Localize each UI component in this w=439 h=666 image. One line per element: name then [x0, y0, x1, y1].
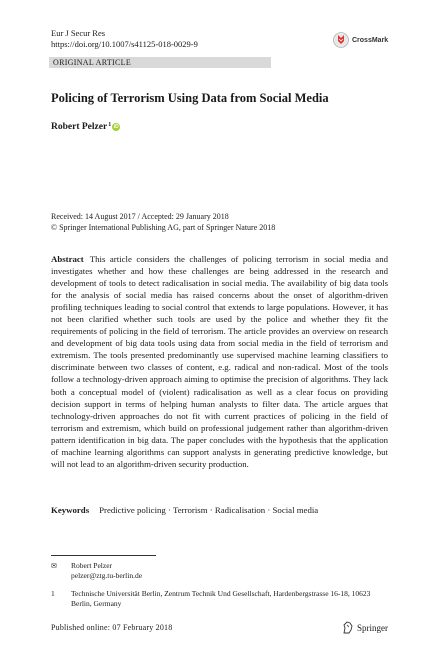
crossmark-icon: [333, 32, 349, 48]
author-line: [51, 122, 120, 132]
corr-name: Robert Pelzer: [71, 561, 113, 570]
article-type-band: ORIGINAL ARTICLE: [49, 57, 271, 68]
publication-dates: [51, 211, 275, 233]
abstract-section: [51, 253, 388, 470]
abstract-text: This article considers the challenges of policing terrorism in social media and investigates whether and how these challenges are being addressed in the research and development of tools to detect radicalisation in social media. The availability of big data tools for the analysis of social media has raised concerns about the onset of algorithm-driven profiling techniques leading to social control that extends to large populations. However, it has not been clarified whether such tools are used by the police and whether they fit the requirements of policing in the field of terrorism. The article provides an overview on research and development of big data tools using data from social media in the field of terrorism and extremism. The tools presented predominantly use supervised machine learning classifiers to discriminate between two classes of content, e.g. radical and non-radical. Most of the tools follow a technology-driven approach aiming to optimise the precision of algorithms. They lack both a conceptual model of (violent) radicalisation as well as a clear focus on providing decision support in terms of helping human analysts to filter data. The article argues that technology-driven approaches do not fit with current practices of policing in the field of terrorism and extremism, which build on professional judgement rather than algorithm-driven pattern identification in big data. The paper concludes with the hypothesis that the application of machine learning algorithms can support analysts in generating predictive knowledge, but will not lead to an algorithm-driven security production.: [51, 254, 388, 469]
envelope-icon: ✉: [51, 562, 57, 570]
publisher-name: Springer: [357, 622, 388, 633]
crossmark-badge[interactable]: [333, 30, 391, 50]
abstract-heading: Abstract: [51, 254, 84, 264]
author-name[interactable]: Robert Pelzer: [51, 122, 108, 132]
affiliation-text: Technische Universität Berlin, Zentrum Technik Und Gesellschaft, Hardenbergstrasse 16-18, 10623 Berlin, Germany: [71, 589, 371, 608]
crossmark-label: CrossMark: [352, 36, 389, 44]
journal-name: Eur J Secur Res: [51, 28, 106, 38]
published-online: Published online: 07 February 2018: [51, 623, 173, 632]
orcid-icon[interactable]: iD: [113, 124, 119, 130]
keywords-list: Predictive policing · Terrorism · Radicalisation · Social media: [99, 505, 319, 515]
doi-link[interactable]: https://doi.org/10.1007/s41125-018-0029-9: [51, 39, 198, 49]
footnote-rule: [51, 555, 156, 556]
keywords-heading: Keywords: [51, 505, 90, 515]
author-affiliation-sup: 1: [108, 122, 112, 128]
springer-logo: [342, 621, 388, 634]
correspondence: [51, 561, 142, 581]
corr-email[interactable]: pelzer@ztg.tu-berlin.de: [71, 571, 143, 580]
article-title: Policing of Terrorism Using Data from Social Media: [51, 91, 329, 105]
journal-header: [51, 28, 198, 50]
springer-horse-icon: [342, 621, 354, 634]
copyright-line: © Springer International Publishing AG, part of Springer Nature 2018: [51, 223, 276, 232]
received-accepted: Received: 14 August 2017 / Accepted: 29 January 2018: [51, 212, 229, 221]
affiliation: [51, 589, 388, 609]
affiliation-number: 1: [51, 589, 55, 598]
keywords-section: [51, 505, 318, 515]
